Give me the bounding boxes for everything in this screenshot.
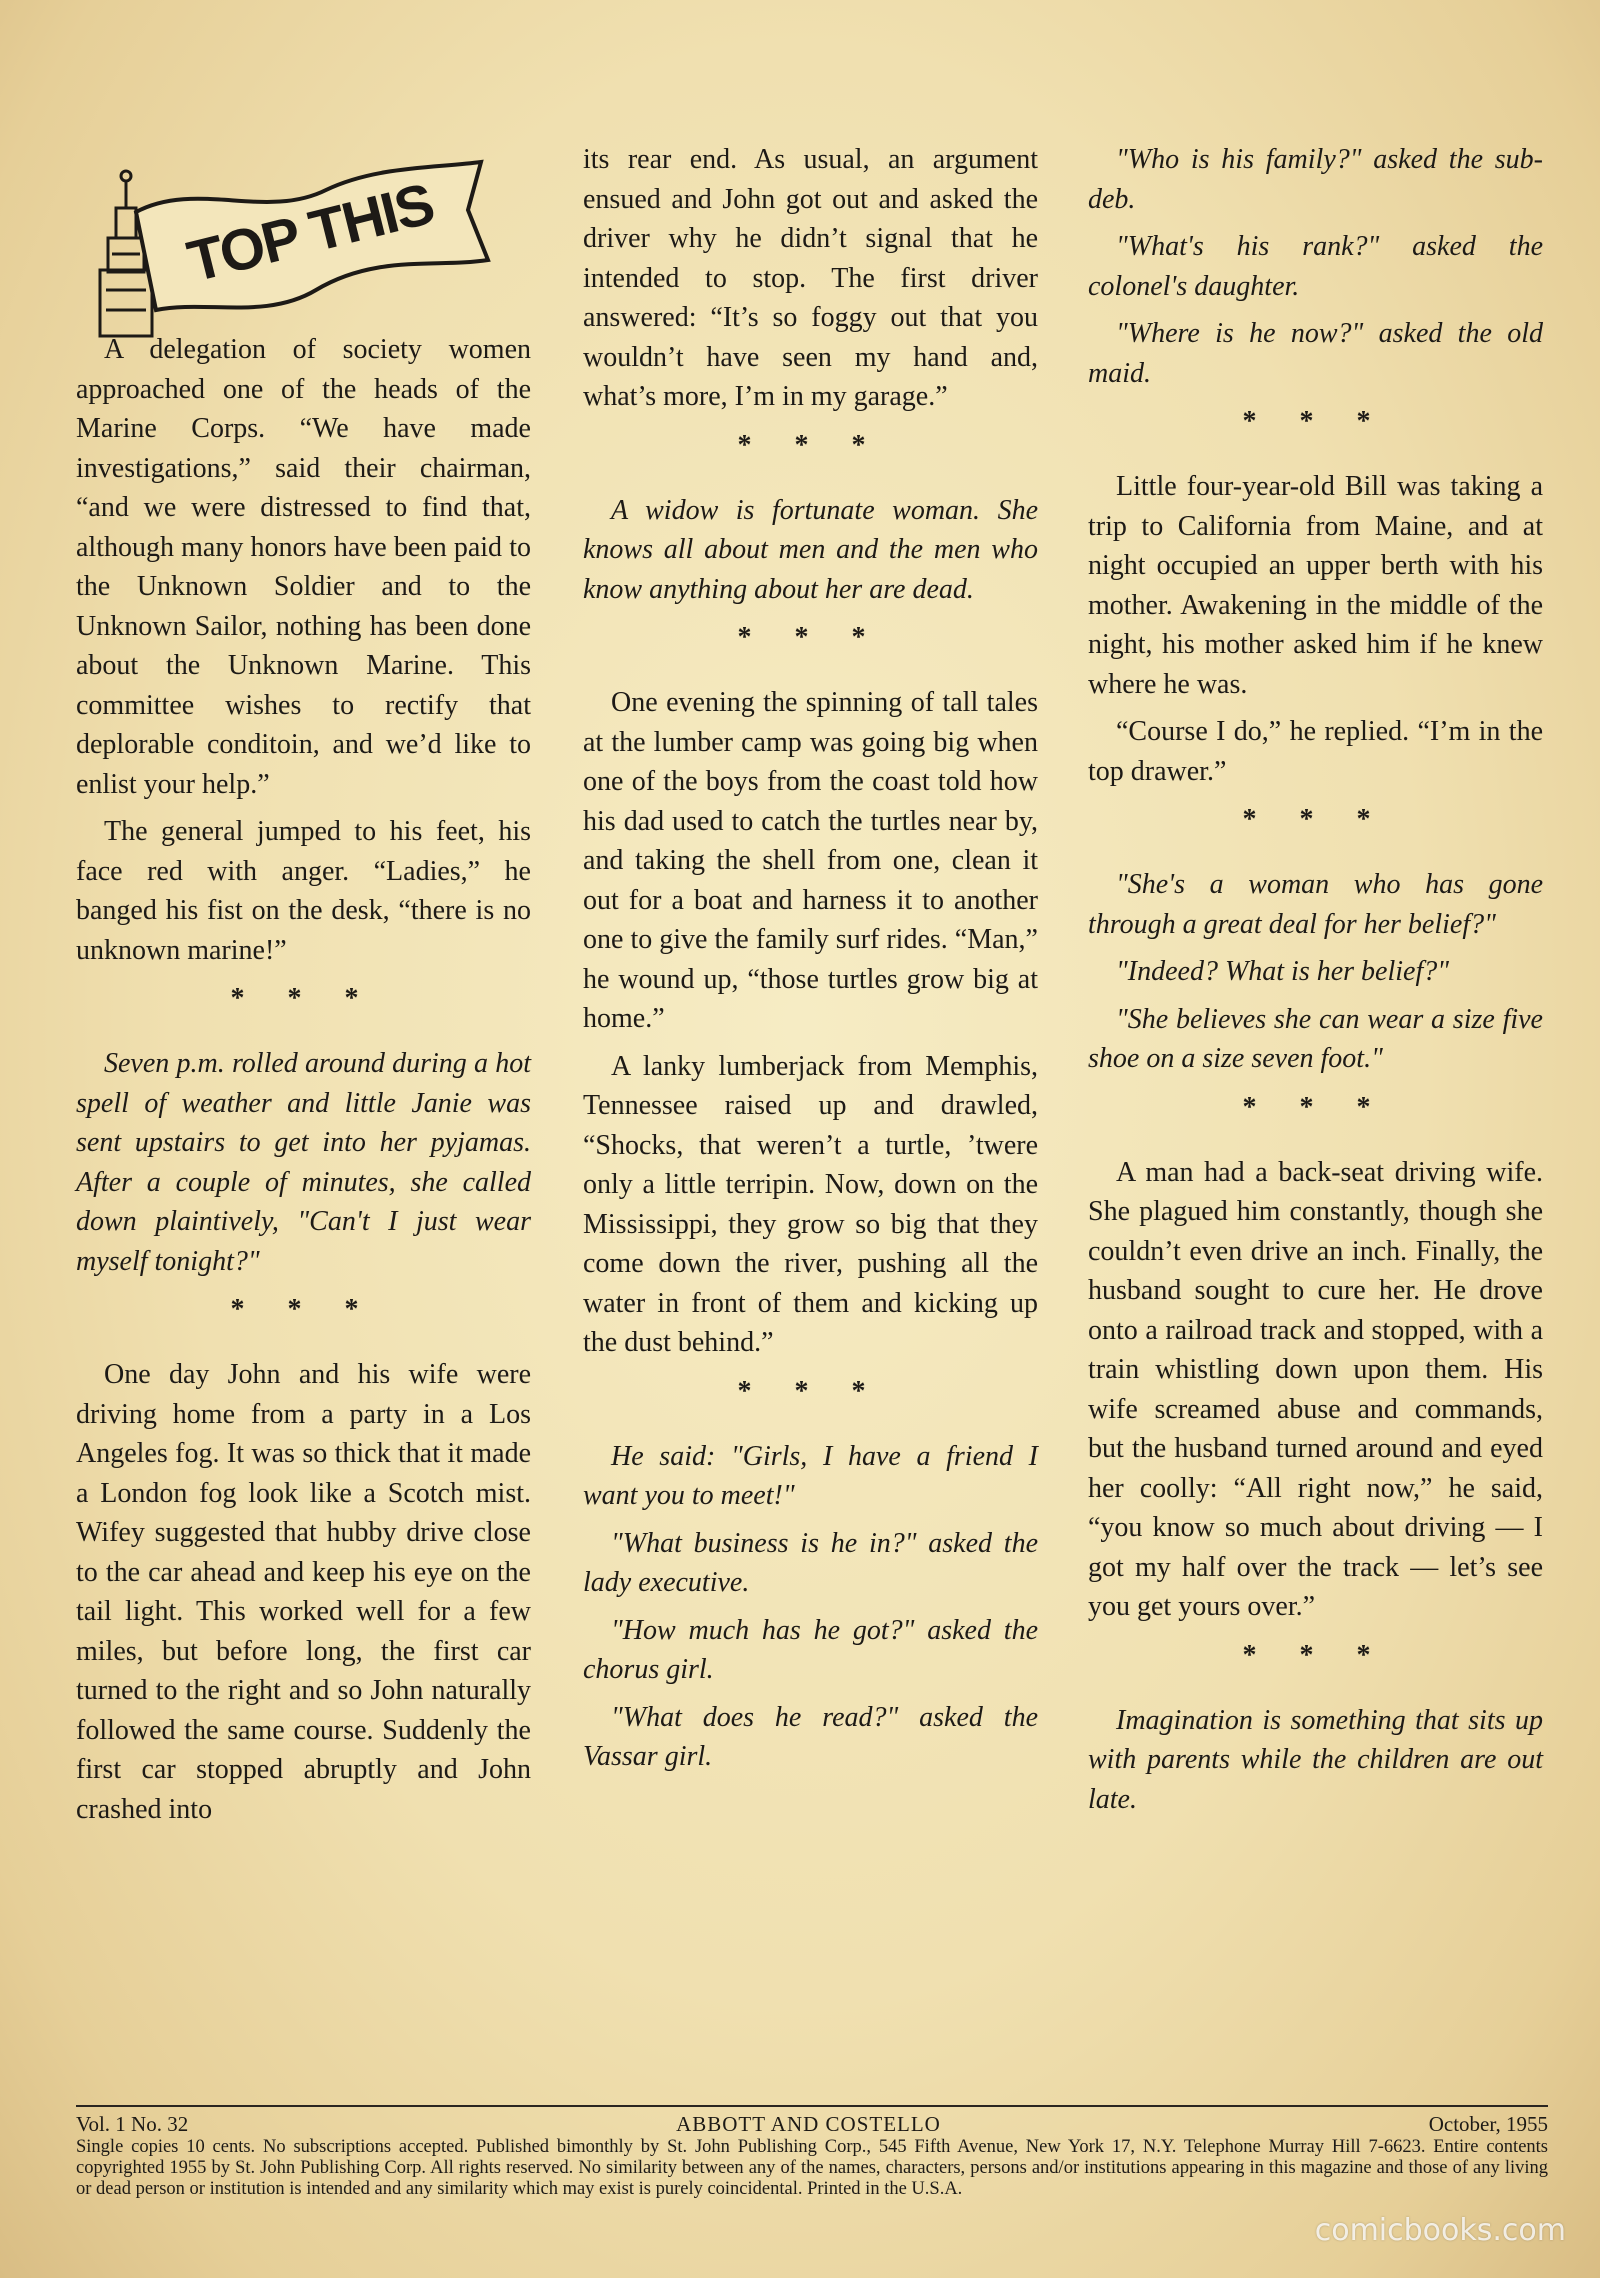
joke-paragraph: Seven p.m. rolled around during a hot spell of weather and little Janie was sent upstairs to get into her pyjamas. After a couple of minutes, she called down plaintively, "Can't I just wear myself tonight?"	[76, 1048, 531, 1277]
footer-header-row	[76, 2111, 1548, 2137]
separator: * * *	[1242, 406, 1389, 437]
joke-paragraph: "Who is his family?" asked the sub-deb.	[1088, 144, 1543, 215]
issue-date: October, 1955	[1428, 2112, 1548, 2136]
separator: * * *	[1242, 804, 1389, 835]
volume-number: Vol. 1 No. 32	[76, 2112, 189, 2136]
separator: * * *	[230, 983, 377, 1014]
joke-paragraph: Little four-year-old Bill was taking a trip to California from Maine, and at night occupied an upper berth with his mother. Awakening in the middle of the night, his mother asked him if he knew where he was.	[1088, 471, 1543, 700]
joke-paragraph: He said: "Girls, I have a friend I want you to meet!"	[583, 1440, 1038, 1511]
joke-paragraph: "She believes she can wear a size five shoe on a size seven foot."	[1088, 1003, 1543, 1074]
joke-paragraph: "Where is he now?" asked the old maid.	[1088, 318, 1543, 389]
joke-paragraph: "What business is he in?" asked the lady executive.	[583, 1527, 1038, 1598]
joke-paragraph: A lanky lumberjack from Memphis, Tennessee raised up and drawled, “Shocks, that weren’t a turtle, ’twere only a little terripin. Now, down on the Mississippi, they grow so big that they come down the river, pushing all the water in front of them and kicking up the dust behind.”	[583, 1050, 1038, 1358]
top-this-banner	[76, 150, 496, 340]
separator: * * *	[737, 622, 884, 653]
joke-paragraph: “Course I do,” he replied. “I’m in the top drawer.”	[1088, 716, 1543, 787]
joke-paragraph: "What does he read?" asked the Vassar girl.	[583, 1701, 1038, 1772]
separator: * * *	[1242, 1639, 1389, 1671]
separator: * * *	[230, 1294, 377, 1325]
watermark: comicbooks.com	[1314, 2213, 1566, 2248]
column-3	[1088, 140, 1543, 1827]
joke-paragraph: A widow is fortunate woman. She knows all about men and the men who know anything about her are dead.	[583, 494, 1038, 605]
separator: * * *	[1242, 1091, 1389, 1123]
separator: * * *	[737, 429, 884, 461]
joke-paragraph: A delegation of society women approached one of the heads of the Marine Corps. “We have made investigations,” said their chairman, “and we were distressed to find that, although many honors have been paid to the Unknown Soldier and to the Unknown Sailor, nothing has been done about the Unknown Marine. This committee wishes to rectify that deplorable conditoin, and we’d like to enlist your help.”	[76, 334, 531, 800]
joke-paragraph: "How much has he got?" asked the chorus girl.	[583, 1614, 1038, 1685]
column-2	[583, 140, 1038, 1785]
joke-paragraph: "What's his rank?" asked the colonel's daughter.	[1088, 231, 1543, 302]
banner-title: TOP THIS	[181, 171, 440, 295]
joke-paragraph: its rear end. As usual, an argument ensued and John got out and asked the driver why he didn’t signal that he intended to stop. The first driver answered: “It’s so foggy out that you wouldn’t have seen my hand and, what’s more, I’m in my garage.”	[583, 144, 1038, 412]
joke-paragraph: A man had a back-seat driving wife. She plagued him constantly, though she couldn’t even drive an inch. Finally, the husband sought to cure her. He drove onto a railroad track and stopped, with a train whistling down upon them. His wife screamed abuse and commands, but the husband turned around and eyed her coolly: “All right now,” he said, “you know so much about driving — I got my half over the track — let’s see you get yours over.”	[1088, 1156, 1543, 1622]
column-1	[76, 330, 531, 1837]
separator: * * *	[737, 1375, 884, 1407]
publication-title: ABBOTT AND COSTELLO	[676, 2112, 941, 2136]
fine-print: Single copies 10 cents. No subscriptions accepted. Published bimonthly by St. John Publishing Corp., 545 Fifth Avenue, New York 17, N.Y. Telephone Murray Hill 7-6623. Entire contents copyrighted 1955 by St. John Publishing Corp. All rights reserved. No similarity between any of the names, characters, persons and/or institutions appearing in this magazine and those of any living or dead person or institution is intended and any similarity which may exist is purely coincidental. Printed in the U.S.A.	[76, 2137, 1548, 2199]
joke-paragraph: Imagination is something that sits up with parents while the children are out late.	[1088, 1704, 1543, 1815]
joke-paragraph: "She's a woman who has gone through a great deal for her belief?"	[1088, 869, 1543, 940]
joke-paragraph: "Indeed? What is her belief?"	[1116, 956, 1449, 987]
joke-paragraph: The general jumped to his feet, his face red with anger. “Ladies,” he banged his fist on the desk, “there is no unknown marine!”	[76, 816, 531, 966]
joke-paragraph: One day John and his wife were driving home from a party in a Los Angeles fog. It was so thick that it made a London fog look like a Scotch mist. Wifey suggested that hubby drive close to the car ahead and keep his eye on the tail light. This worked well for a few miles, but before long, the first car turned to the right and so John naturally followed the same course. Suddenly the first car stopped abruptly and John crashed into	[76, 1359, 531, 1825]
indicia-footer	[76, 2105, 1548, 2200]
joke-paragraph: One evening the spinning of tall tales at the lumber camp was going big when one of the boys from the coast told how his dad used to catch the turtles near by, and taking the shell from one, clean it out for a boat and harness it to another one to give the family surf rides. “Man,” he wound up, “those turtles grow big at home.”	[583, 687, 1038, 1034]
